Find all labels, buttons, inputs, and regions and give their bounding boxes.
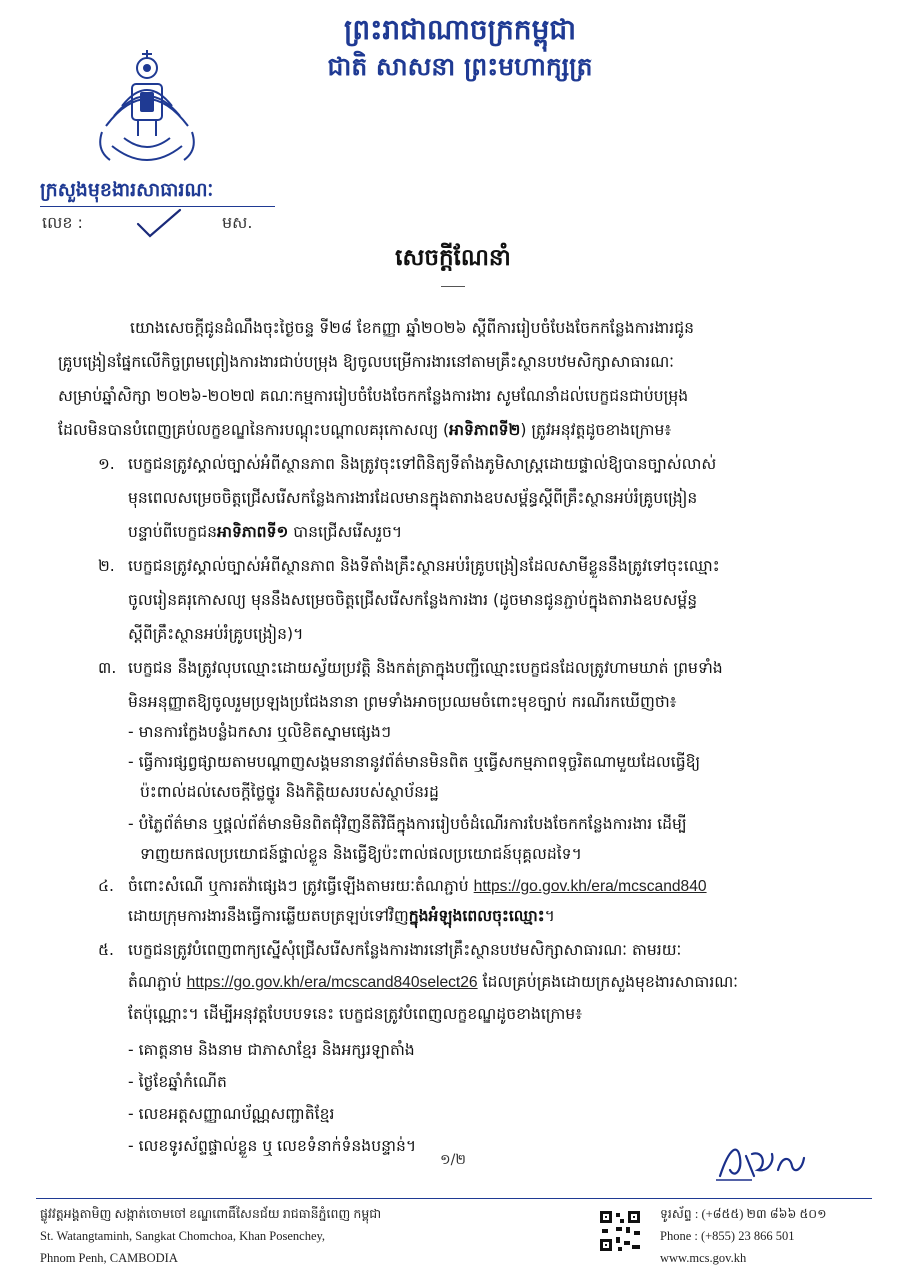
item-1-line-3 [128,522,402,542]
item-4-line-1-text: ចំពោះសំណើ ឬការតវ៉ាផ្សេងៗ ត្រូវធ្វើឡើងតាមរយៈតំណភ្ជាប់ [128,877,474,895]
intro-line-2: គ្រូបង្រៀនផ្នែកលើកិច្ចព្រមព្រៀងការងារជាប់បម្រុង ឱ្យចូលបម្រើការងារនៅតាមគ្រឹះស្ថានបឋមសិក្សាសាធារណៈ [58,353,675,371]
ministry-underline [40,206,275,207]
intro-line-4-end: ) ត្រូវអនុវត្តដូចខាងក្រោម៖ [520,421,672,439]
item-5-bullet-2: - ថ្ងៃខែឆ្នាំកំណើត [128,1073,227,1091]
item-1-line-3-post: បានជ្រើសរើសរួច។ [288,523,403,541]
footer-phone-en: Phone : (+855) 23 866 501 [660,1229,795,1243]
document-title: សេចក្តីណែនាំ [395,244,511,271]
check-icon [136,208,182,238]
item-3-bullet-3-line-1: - បំភ្លៃព័ត៌មាន ឬផ្តល់ព័ត៌មានមិនពិតជុំវិញនីតិវិធីក្នុងការរៀបចំដំណើរការបែងចែកកន្លែងការងារ ដើម្បី [128,815,687,833]
footer-website[interactable]: www.mcs.gov.kh [660,1251,747,1265]
item-2-line-2: ចូលរៀនគរុកោសល្យ មុននឹងសម្រេចចិត្តជ្រើសរើសកន្លែងការងារ (ដូចមានជូនភ្ជាប់ក្នុងតារាងឧបសម្ព័ន្ធ [128,591,698,609]
item-5-line-3: តែប៉ុណ្ណោះ។ ដើម្បីអនុវត្តបែបបទនេះ បេក្ខជនត្រូវបំពេញលក្ខខណ្ឌដូចខាងក្រោម៖ [128,1005,583,1023]
kingdom-heading: ព្រះរាជាណាចក្រកម្ពុជា [343,13,576,46]
item-3-bullet-3-line-2: ទាញយកផលប្រយោជន៍ផ្ទាល់ខ្លួន និងធ្វើឱ្យប៉ះពាល់ផលប្រយោជន៍បុគ្គលដទៃ។ [140,845,582,863]
intro-line-1: យោងសេចក្តីជូនដំណឹងចុះថ្ងៃចន្ទ ទី២៨ ខែកញ្ញា ឆ្នាំ២០២៦ ស្តីពីការរៀបចំបែងចែកកន្លែងការងារជូន [130,319,695,337]
footer-phone-kh: ទូរស័ព្ទ : (+៨៥៥) ២៣ ៨៦៦ ៥០១ [660,1207,827,1221]
motto-heading: ជាតិ សាសនា ព្រះមហាក្សត្រ [327,52,593,81]
item-5-line-2 [128,972,738,993]
complaint-link[interactable]: https://go.gov.kh/era/mcscand840 [473,878,707,895]
item-3-number: ៣. [98,659,117,677]
item-3-line-2: មិនអនុញ្ញាតឱ្យចូលរួមប្រឡងប្រជែងនានា ព្រមទាំងអាចប្រឈមចំពោះមុខច្បាប់ ករណីរកឃើញថា៖ [128,693,677,711]
item-5-bullet-4: - លេខទូរស័ព្ទផ្ទាល់ខ្លួន ឬ លេខទំនាក់ទំនងបន្ទាន់។ [128,1137,417,1155]
item-2-line-1: បេក្ខជនត្រូវស្គាល់ច្បាស់អំពីស្ថានភាព និងទីតាំងគ្រឹះស្ថានអប់រំគ្រូបង្រៀនដែលសាមីខ្លួននឹងត្រូវទៅចុះឈ្មោះ [128,557,720,575]
footer-address-en-2: Phnom Penh, CAMBODIA [40,1251,178,1265]
item-4-line-2-post: ។ [544,907,555,925]
item-2-line-3: ស្តីពីគ្រឹះស្ថានអប់រំគ្រូបង្រៀន)។ [128,625,304,643]
ministry-name: ក្រសួងមុខងារសាធារណៈ [40,179,214,201]
royal-arms-emblem-icon [92,46,202,176]
item-4-line-2 [128,906,555,926]
item-5-line-2-post: ដែលគ្រប់គ្រងដោយក្រសួងមុខងារសាធារណៈ [477,973,739,991]
item-5-bullet-3: - លេខអត្តសញ្ញាណប័ណ្ណសញ្ជាតិខ្មែរ [128,1105,335,1123]
intro-line-4 [58,420,671,440]
item-5-line-2-pre: តំណភ្ជាប់ [128,973,187,991]
item-3-line-1: បេក្ខជន នឹងត្រូវលុបឈ្មោះដោយស្វ័យប្រវត្តិ និងកត់ត្រាក្នុងបញ្ជីឈ្មោះបេក្ខជនដែលត្រូវហាមឃាត់ ព្រមទាំង [128,659,723,677]
registration-period-label: ក្នុងអំឡុងពេលចុះឈ្មោះ [408,907,545,925]
footer-address-kh: ផ្លូវវត្តអង្គតាមិញ សង្កាត់ចោមចៅ ខណ្ឌពោធិ៍សែនជ័យ រាជធានីភ្នំពេញ កម្ពុជា [40,1207,382,1221]
footer-address-en-1: St. Watangtaminh, Sangkat Chomchoa, Khan Posenchey, [40,1229,326,1243]
item-3-bullet-2-line-2: ប៉ះពាល់ដល់សេចក្តីថ្លៃថ្នូរ និងកិត្តិយសរបស់ស្ថាប័នរដ្ឋ [140,783,439,801]
item-1-line-2: មុនពេលសម្រេចចិត្តជ្រើសរើសកន្លែងការងារដែលមានក្នុងតារាងឧបសម្ព័ន្ធស្តីពីគ្រឹះស្ថានអប់រំគ្រូបង្រៀន [128,489,698,507]
item-1-number: ១. [98,455,115,473]
item-5-number: ៥. [98,941,114,959]
item-1-line-3-pre: បន្ទាប់ពីបេក្ខជន [128,523,218,541]
intro-line-4-text: ដែលមិនបានបំពេញគ្រប់លក្ខខណ្ឌនៃការបណ្តុះបណ្តាលគរុកោសល្យ ( [58,421,450,439]
item-5-bullet-1: - គោត្តនាម និងនាម ជាភាសាខ្មែរ និងអក្សរឡាតាំង [128,1041,415,1059]
application-link[interactable]: https://go.gov.kh/era/mcscand840select26 [186,974,478,991]
item-1-line-1: បេក្ខជនត្រូវស្គាល់ច្បាស់អំពីស្ថានភាព និងត្រូវចុះទៅពិនិត្យទីតាំងភូមិសាស្ត្រដោយផ្ទាល់ឱ្យបានច្បាស់លាស់ [128,455,717,473]
item-2-number: ២. [98,557,115,575]
item-4-line-1 [128,876,707,897]
item-3-bullet-1: - មានការក្លែងបន្លំឯកសារ ឬលិខិតស្នាមផ្សេងៗ [128,723,392,741]
item-4-number: ៤. [98,877,114,895]
priority-1-label: អាទិភាពទី១ [217,523,289,541]
footer-divider [36,1198,872,1199]
qr-code-icon [598,1209,642,1253]
priority-2-label: អាទិភាពទី២ [449,421,521,439]
item-3-bullet-2-line-1: - ធ្វើការផ្សព្វផ្សាយតាមបណ្តាញសង្គមនានានូវព័ត៌មានមិនពិត ឬធ្វើសកម្មភាពទុច្ចរិតណាមួយដែលធ្វើឱ្យ [128,753,701,771]
reference-number-label: លេខ : [42,213,83,232]
item-4-line-2-pre: ដោយក្រុមការងារនឹងធ្វើការឆ្លើយតបត្រឡប់ទៅវិញ [128,907,409,925]
intro-line-3: សម្រាប់ឆ្នាំសិក្សា ២០២៦-២០២៧ គណៈកម្មការរៀបចំបែងចែកកន្លែងការងារ សូមណែនាំដល់បេក្ខជនជាប់បម្រុង [58,387,689,405]
item-5-line-1: បេក្ខជនត្រូវបំពេញពាក្យស្នើសុំជ្រើសរើសកន្លែងការងារនៅគ្រឹះស្ថានបឋមសិក្សាសាធារណៈ តាមរយៈ [128,941,682,959]
page-number: ១/២ [440,1152,466,1168]
title-underline [441,286,465,287]
reference-suffix: មស. [222,213,253,232]
